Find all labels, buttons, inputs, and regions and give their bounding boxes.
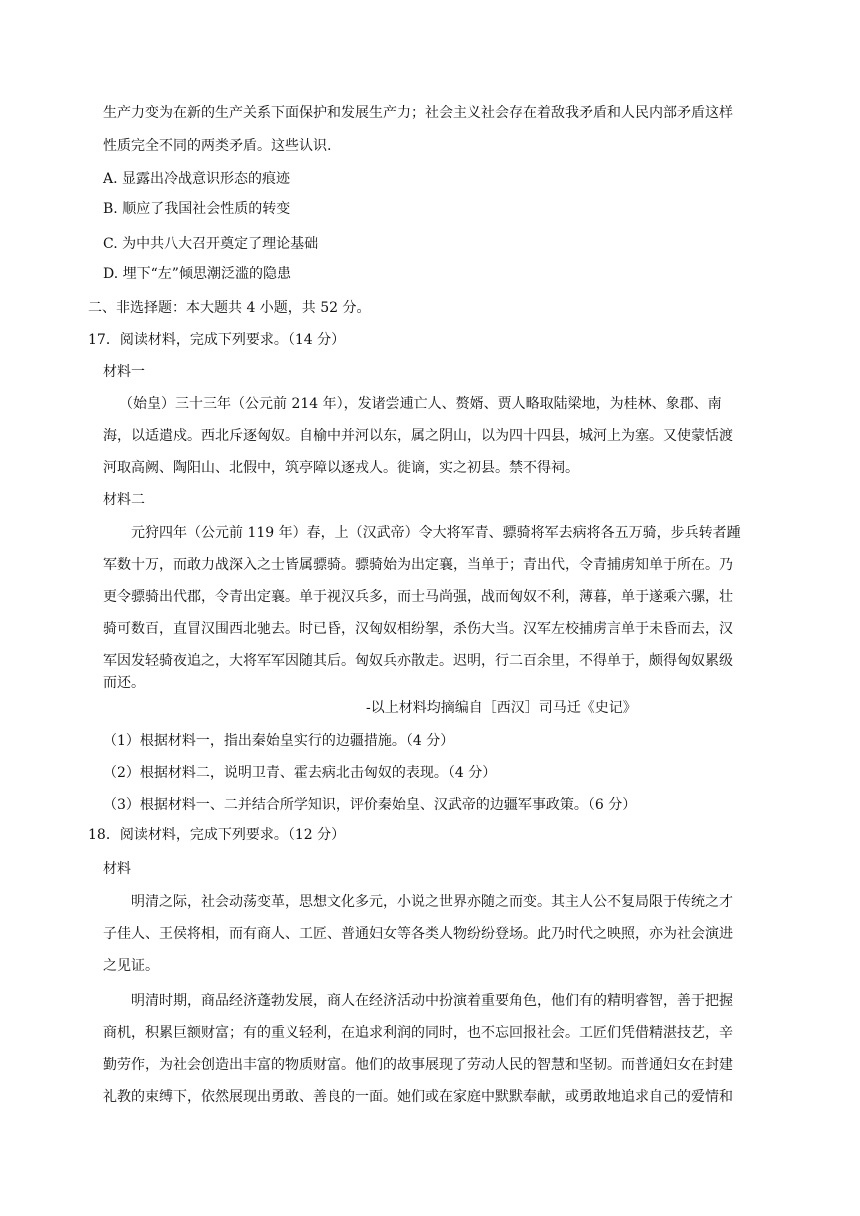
intro-line-1: 生产力变为在新的生产关系下面保护和发展生产力；社会主义社会存在着敌我矛盾和人民内部矛盾这样 bbox=[103, 105, 733, 121]
q18-paragraph-2-line: 礼教的束缚下，依然展现出勇敢、善良的一面。她们或在家庭中默默奉献，或勇敢地追求自己的爱情和 bbox=[103, 1089, 733, 1105]
q17-material-2-line: 骑可数百，直冒汉围西北驰去。时已昏，汉匈奴相纷挐，杀伤大当。汉军左校捕虏言单于未昏而去，汉 bbox=[103, 621, 733, 637]
q18-paragraph-1-line: 子佳人、王侯将相，而有商人、工匠、普通妇女等各类人物纷纷登场。此乃时代之映照，亦为社会演进 bbox=[103, 926, 733, 942]
q17-material-2-line: 而还。 bbox=[103, 675, 145, 691]
q18-paragraph-2-line: 明清时期，商品经济蓬勃发展，商人在经济活动中扮演着重要角色，他们有的精明睿智，善于把握 bbox=[131, 993, 733, 1009]
q17-material-1-label: 材料一 bbox=[103, 364, 145, 380]
q17-source: -以上材料均摘编自［西汉］司马迁《史记》 bbox=[366, 700, 637, 716]
q17-sub-question-1: （1）根据材料一，指出秦始皇实行的边疆措施。（4 分） bbox=[103, 733, 455, 749]
q17-material-2-line: 更令骠骑出代郡，令青出定襄。单于视汉兵多，而士马尚强，战而匈奴不利，薄暮，单于遂乘六骡，壮 bbox=[103, 589, 733, 605]
q17-material-1-line: （始皇）三十三年（公元前 214 年），发诸尝逋亡人、赘婿、贾人略取陆梁地，为桂林、象郡、南 bbox=[119, 396, 722, 412]
q17-title: 17．阅读材料，完成下列要求。（14 分） bbox=[88, 332, 346, 348]
q17-material-2-label: 材料二 bbox=[103, 492, 145, 508]
q17-material-2-line: 元狩四年（公元前 119 年）春，上（汉武帝）令大将军青、骠骑将军去病将各五万骑，步兵转者踵 bbox=[131, 525, 741, 541]
option-a: A. 显露出冷战意识形态的痕迹 bbox=[103, 171, 291, 187]
option-b: B. 顺应了我国社会性质的转变 bbox=[103, 201, 291, 217]
q17-material-2-line: 军数十万，而敢力战深入之士皆属骠骑。骠骑始为出定襄，当单于；青出代，令青捕虏知单于所在。乃 bbox=[103, 557, 733, 573]
q18-material-label: 材料 bbox=[103, 861, 131, 877]
q17-material-2-line: 军因发轻骑夜追之，大将军军因随其后。匈奴兵亦散走。迟明，行二百余里，不得单于，颇得匈奴累级 bbox=[103, 653, 733, 669]
option-d: D. 埋下“左”倾思潮泛滥的隐患 bbox=[103, 266, 291, 282]
q18-paragraph-1-line: 明清之际，社会动荡变革，思想文化多元，小说之世界亦随之而变。其主人公不复局限于传统之才 bbox=[131, 894, 733, 910]
q18-paragraph-2-line: 勤劳作，为社会创造出丰富的物质财富。他们的故事展现了劳动人民的智慧和坚韧。而普通妇女在封建 bbox=[103, 1057, 733, 1073]
q17-material-1-line: 河取高阙、陶阳山、北假中，筑亭障以逐戎人。徙谪，实之初县。禁不得祠。 bbox=[103, 460, 579, 476]
q17-sub-question-3: （3）根据材料一、二并结合所学知识，评价秦始皇、汉武帝的边疆军事政策。（6 分） bbox=[103, 797, 637, 813]
q18-paragraph-2-line: 商机，积累巨额财富；有的重义轻利，在追求利润的同时，也不忘回报社会。工匠们凭借精湛技艺，辛 bbox=[103, 1025, 733, 1041]
q18-title: 18．阅读材料，完成下列要求。（12 分） bbox=[88, 827, 346, 843]
intro-line-2: 性质完全不同的两类矛盾。这些认识. bbox=[103, 138, 332, 154]
option-c: C. 为中共八大召开奠定了理论基础 bbox=[103, 236, 319, 252]
q18-paragraph-1-line: 之见证。 bbox=[103, 958, 159, 974]
q17-sub-question-2: （2）根据材料二，说明卫青、霍去病北击匈奴的表现。（4 分） bbox=[103, 765, 497, 781]
q17-material-1-line: 海，以适遣戍。西北斥逐匈奴。自榆中并河以东，属之阴山，以为四十四县，城河上为塞。又使蒙恬渡 bbox=[103, 428, 733, 444]
section-heading: 二、非选择题：本大题共 4 小题，共 52 分。 bbox=[88, 300, 371, 316]
